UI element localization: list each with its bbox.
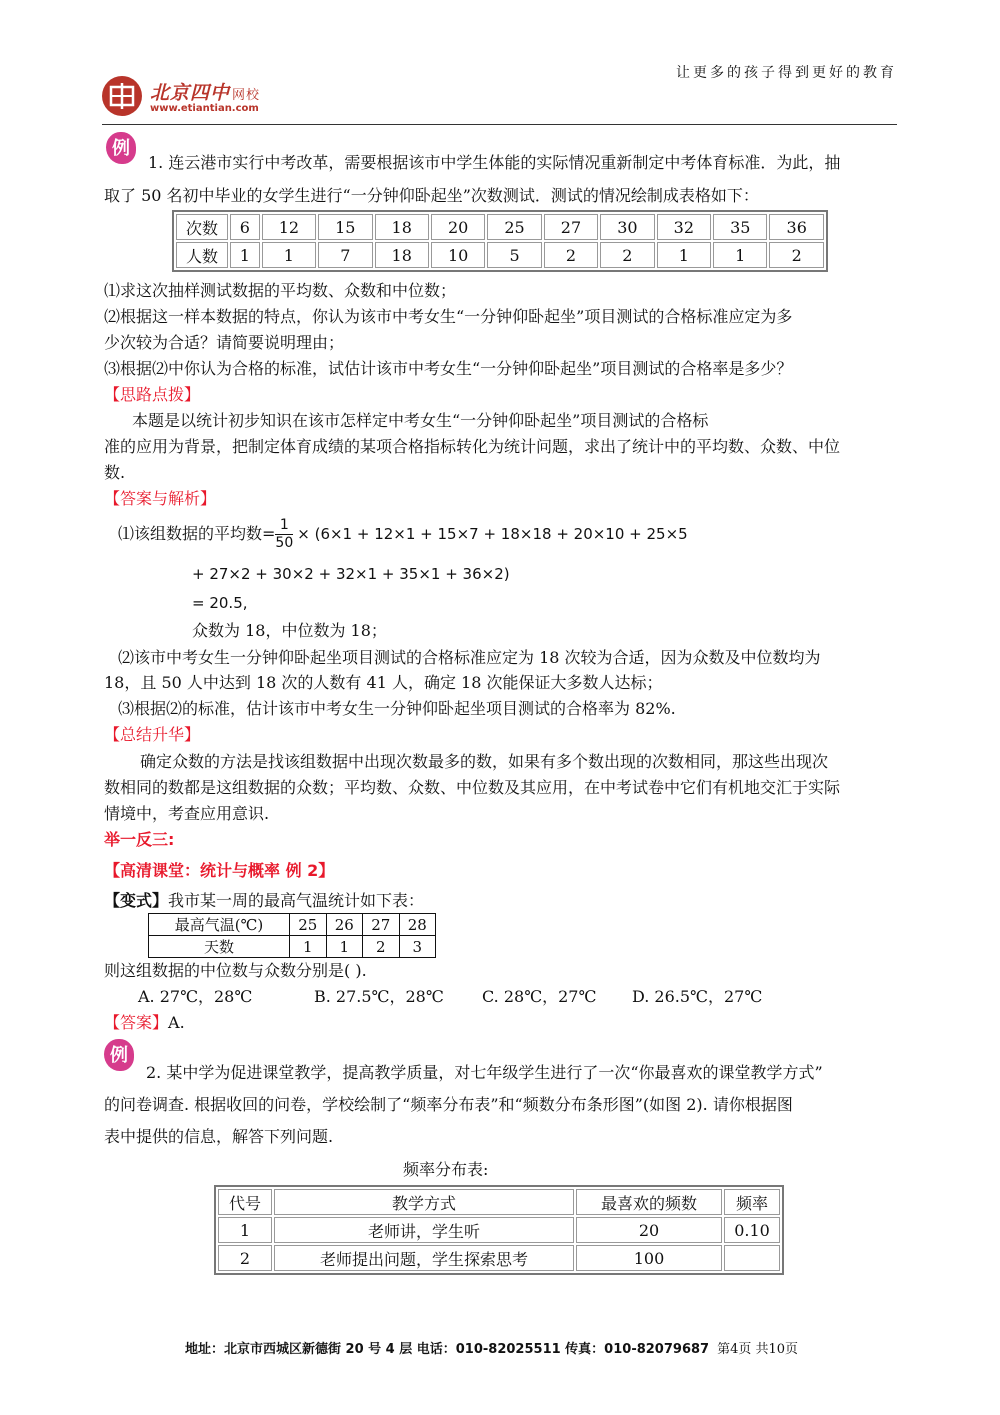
logo-emblem-icon <box>102 76 142 116</box>
question-2-line2: 少次较为合适？请简要说明理由； <box>104 333 345 352</box>
table-cell: 老师提出问题，学生探索思考 <box>274 1245 574 1271</box>
table-row <box>176 242 824 268</box>
logo-url: www.etiantian.com <box>150 103 259 114</box>
question-1: ⑴求这次抽样测试数据的平均数、众数和中位数； <box>104 281 457 300</box>
table-cell: 27 <box>544 214 598 240</box>
table-cell: 2 <box>218 1245 272 1271</box>
answer-2-line2: 18，且 50 人中达到 18 次的人数有 41 人，确定 18 次能保证大多数人达标； <box>104 673 663 692</box>
answer-label: 【答案】 <box>104 1013 169 1032</box>
table-cell: 20 <box>431 214 485 240</box>
slogan: 让更多的孩子得到更好的教育 <box>676 65 897 81</box>
table-cell: 1 <box>657 242 711 268</box>
table-cell: 26 <box>326 914 363 936</box>
table-row-label: 天数 <box>149 936 290 958</box>
practice-answer <box>104 1013 899 1033</box>
table-cell: 2 <box>363 936 400 958</box>
table-row <box>149 914 436 936</box>
variant-line <box>104 891 899 911</box>
mean-formula-lead: ⑴该组数据的平均数= <box>118 524 276 543</box>
temperature-table <box>148 913 436 958</box>
table-header-row <box>218 1189 780 1215</box>
table-cell: 3 <box>399 936 436 958</box>
table-cell: 0.10 <box>724 1217 780 1243</box>
table-cell: 25 <box>487 214 541 240</box>
table-cell: 18 <box>375 214 429 240</box>
variant-label: 【变式】 <box>104 891 169 910</box>
table-cell: 1 <box>230 242 260 268</box>
table-cell: 10 <box>431 242 485 268</box>
table-cell: 2 <box>544 242 598 268</box>
table-cell: 1 <box>290 936 327 958</box>
table-cell: 15 <box>318 214 372 240</box>
mean-expression: × (6×1 + 12×1 + 15×7 + 18×18 + 20×10 + 25×5 <box>297 525 688 543</box>
mean-expression-cont: + 27×2 + 30×2 + 32×1 + 35×1 + 36×2) <box>192 565 510 583</box>
hint-line2: 准的应用为背景，把制定体育成绩的某项合格指标转化为统计问题，求出了统计中的平均数、众数、中位 <box>104 437 841 456</box>
header-divider <box>102 124 897 125</box>
variant-text: 我市某一周的最高气温统计如下表： <box>168 891 425 910</box>
table-cell: 100 <box>576 1245 722 1271</box>
table-cell: 2 <box>769 242 824 268</box>
example1-line2: 取了 50 名初中毕业的女学生进行“一分钟仰卧起坐”次数测试．测试的情况绘制成表格如下： <box>104 186 759 205</box>
table-cell: 12 <box>262 214 316 240</box>
table-row-label: 人数 <box>176 242 228 268</box>
option-c: C. 28℃，27℃ <box>482 987 597 1006</box>
table-cell: 6 <box>230 214 260 240</box>
hint-heading: 【思路点拨】 <box>104 385 201 404</box>
question-3: ⑶根据⑵中你认为合格的标准，试估计该市中考女生“一分钟仰卧起坐”项目测试的合格率是多少？ <box>104 359 793 378</box>
column-header: 教学方式 <box>274 1189 574 1215</box>
fraction <box>275 517 293 552</box>
summary-line2: 数相同的数都是这组数据的众数；平均数、众数、中位数及其应用，在中考试卷中它们有机地交汇于实际 <box>104 778 841 797</box>
fraction-denominator: 50 <box>275 534 294 551</box>
summary-line1: 确定众数的方法是找该组数据中出现次数最多的数，如果有多个数出现的次数相同，那这些出现次 <box>140 752 829 771</box>
mode-median: 众数为 18，中位数为 18； <box>192 621 387 640</box>
example2-line3: 表中提供的信息，解答下列问题. <box>104 1127 334 1146</box>
example2-line2: 的问卷调查. 根据收回的问卷，学校绘制了“频率分布表”和“频数分布条形图”(如图 2). 请你根据图 <box>104 1095 793 1114</box>
page-footer <box>185 1338 798 1357</box>
table-cell: 18 <box>375 242 429 268</box>
course-label: 【高清课堂：统计与概率 例 2】 <box>104 861 335 880</box>
table-cell <box>724 1245 780 1271</box>
logo-name: 北京四中 <box>150 82 231 104</box>
frequency-table-title: 频率分布表: <box>403 1160 489 1179</box>
table-row <box>218 1245 780 1271</box>
table-cell: 36 <box>769 214 824 240</box>
table-cell: 老师讲，学生听 <box>274 1217 574 1243</box>
option-d: D. 26.5℃，27℃ <box>632 987 763 1006</box>
summary-line3: 情境中，考查应用意识. <box>104 804 270 823</box>
column-header: 频率 <box>724 1189 780 1215</box>
table-cell: 2 <box>600 242 654 268</box>
answer-heading: 【答案与解析】 <box>104 489 217 508</box>
table-row <box>149 936 436 958</box>
school-logo <box>102 70 302 120</box>
answer-2-line1: ⑵该市中考女生一分钟仰卧起坐项目测试的合格标准应定为 18 次较为合适，因为众数及中位数均为 <box>118 648 821 667</box>
column-header: 代号 <box>218 1189 272 1215</box>
mean-result: = 20.5, <box>192 594 248 612</box>
table-cell: 30 <box>600 214 654 240</box>
example1-line1: 1. 连云港市实行中考改革，需要根据该市中学生体能的实际情况重新制定中考体育标准．为此，抽 <box>148 153 841 172</box>
example-badge-icon: 例 <box>106 128 136 166</box>
fraction-numerator: 1 <box>275 517 293 535</box>
frequency-table <box>214 1185 784 1275</box>
option-a: A. 27℃，28℃ <box>138 987 253 1006</box>
table-cell: 20 <box>576 1217 722 1243</box>
page-number: 第4页 共10页 <box>717 1342 799 1357</box>
table-cell: 35 <box>713 214 767 240</box>
table-row <box>218 1217 780 1243</box>
option-b: B. 27.5℃，28℃ <box>314 987 444 1006</box>
table-cell: 1 <box>218 1217 272 1243</box>
practice-heading: 举一反三: <box>104 830 175 849</box>
footer-address: 地址：北京市西城区新德街 20 号 4 层 电话：010-82025511 传真：010-82079687 <box>185 1342 710 1357</box>
table-row-label: 次数 <box>176 214 228 240</box>
example-badge-icon: 例 <box>104 1035 134 1073</box>
logo-suffix: 网校 <box>232 88 261 103</box>
practice-question: 则这组数据的中位数与众数分别是( ). <box>104 961 367 980</box>
column-header: 最喜欢的频数 <box>576 1189 722 1215</box>
summary-heading: 【总结升华】 <box>104 725 201 744</box>
table-cell: 25 <box>290 914 327 936</box>
table-cell: 28 <box>399 914 436 936</box>
table-cell: 5 <box>487 242 541 268</box>
hint-line3: 数. <box>104 463 126 482</box>
example2-line1: 2. 某中学为促进课堂教学，提高教学质量，对七年级学生进行了一次“你最喜欢的课堂教学方式” <box>146 1063 823 1082</box>
table-cell: 32 <box>657 214 711 240</box>
situp-table <box>172 210 828 272</box>
table-cell: 27 <box>363 914 400 936</box>
table-row-label: 最高气温(℃) <box>149 914 290 936</box>
table-cell: 7 <box>318 242 372 268</box>
answer-value: A. <box>168 1013 185 1032</box>
answer-3: ⑶根据⑵的标准，估计该市中考女生一分钟仰卧起坐项目测试的合格率为 82%. <box>118 699 676 718</box>
mean-formula <box>118 512 913 556</box>
table-cell: 1 <box>326 936 363 958</box>
table-row <box>176 214 824 240</box>
hint-line1: 本题是以统计初步知识在该市怎样定中考女生“一分钟仰卧起坐”项目测试的合格标 <box>132 411 709 430</box>
question-2-line1: ⑵根据这一样本数据的特点，你认为该市中考女生“一分钟仰卧起坐”项目测试的合格标准应定为多 <box>104 307 793 326</box>
table-cell: 1 <box>262 242 316 268</box>
table-cell: 1 <box>713 242 767 268</box>
